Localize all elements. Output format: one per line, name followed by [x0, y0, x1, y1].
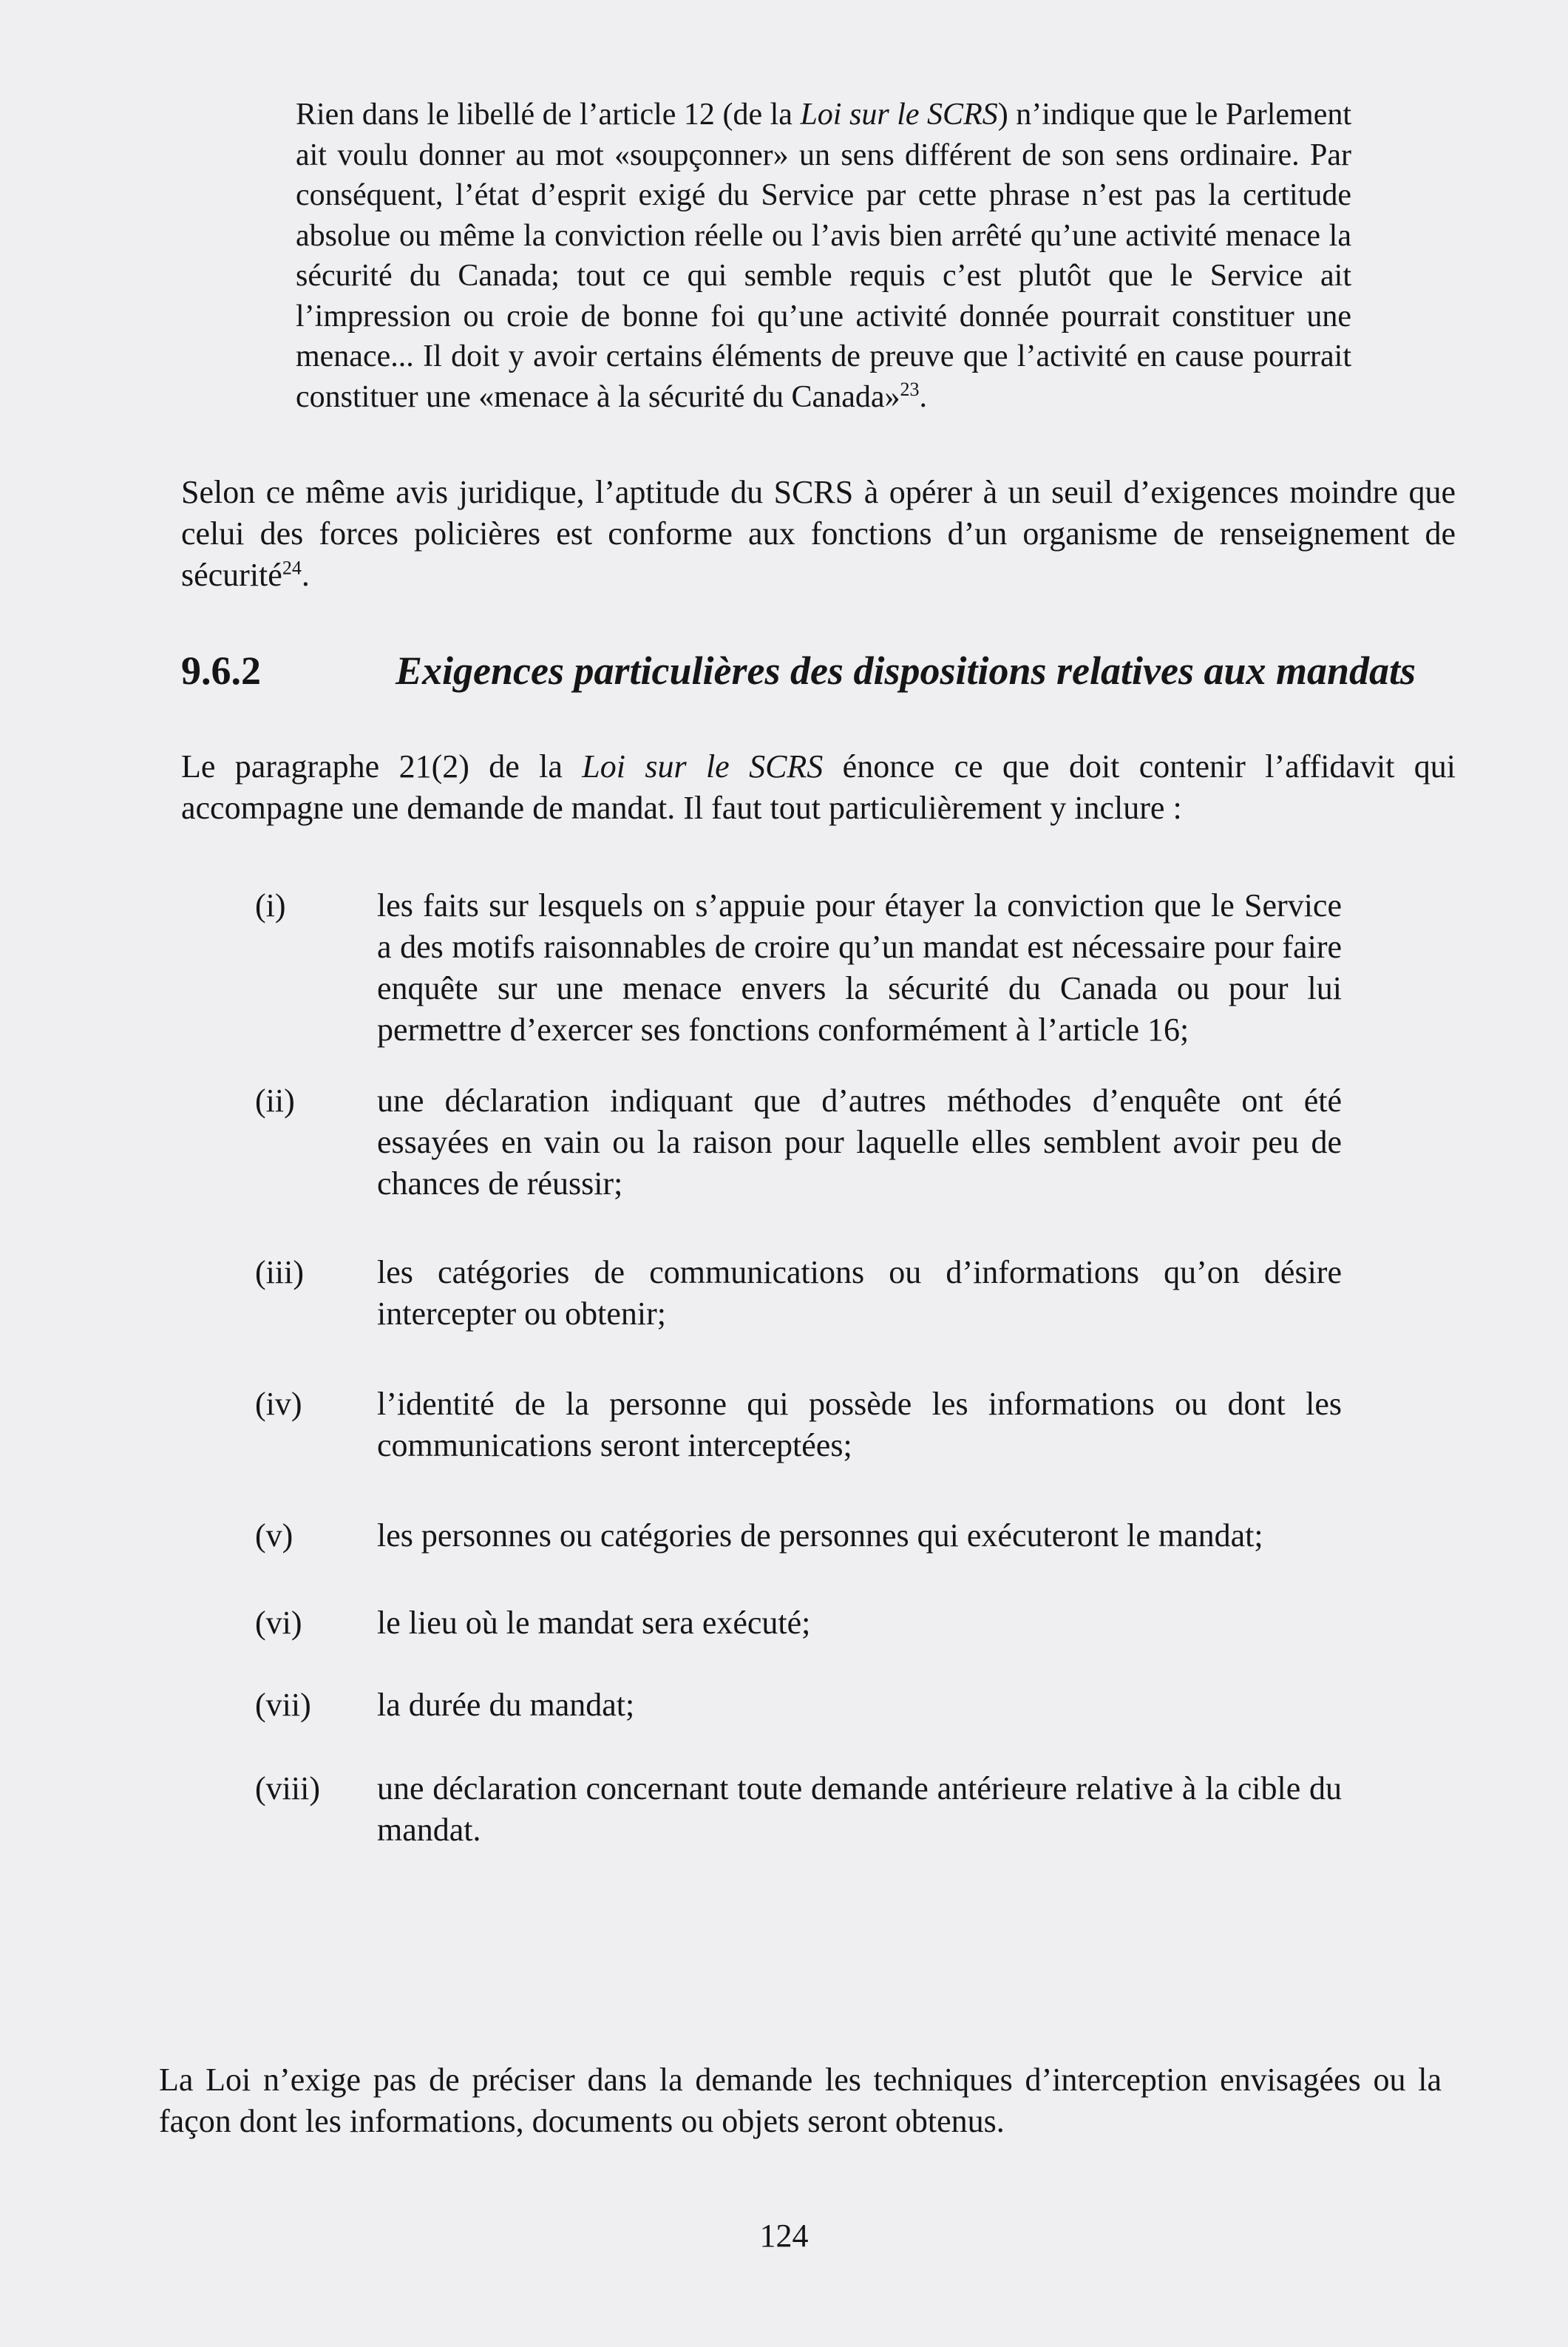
list-item: [255, 1515, 1342, 1557]
list-item-text: la durée du mandat;: [377, 1687, 635, 1723]
list-marker: (viii): [255, 1770, 320, 1806]
list-item-text: les personnes ou catégories de personnes qui exécuteront le mandat;: [377, 1517, 1263, 1554]
section-number: 9.6.2: [181, 648, 261, 693]
paragraph-interception-text: La Loi n’exige pas de préciser dans la demande les techniques d’interception envisagées ou la façon dont les informations, documents ou objets seront obtenus.: [159, 2062, 1442, 2139]
paragraph-legal-opinion-text: Selon ce même avis juridique, l’aptitude du SCRS à opérer à un seuil d’exigences moindre que celui des forces policières est conforme aux fonctions d’un organisme de renseignement de sécurité: [181, 474, 1456, 593]
paragraph-affidavit-law-title: Loi sur le SCRS: [582, 748, 824, 785]
list-marker: (iii): [255, 1254, 304, 1290]
list-item: [255, 885, 1342, 1051]
section-title: Exigences particulières des dispositions relatives aux mandats: [396, 648, 1416, 693]
quote-end: .: [919, 379, 927, 414]
list-item-text: une déclaration indiquant que d’autres méthodes d’enquête ont été essayées en vain ou la raison pour laquelle elles semblent avoir peu de chances de réussir;: [377, 1083, 1342, 1202]
list-item: [255, 1252, 1342, 1335]
list-marker: (ii): [255, 1083, 295, 1119]
list-marker: (i): [255, 887, 286, 924]
paragraph-affidavit-rest: énonce ce que doit contenir l’affidavit qui accompagne une demande de mandat. Il faut tout particulièrement y inclure :: [181, 748, 1456, 826]
list-item: [255, 1768, 1342, 1851]
paragraph-interception: [159, 2059, 1442, 2142]
list-marker: (vii): [255, 1687, 311, 1723]
list-item: [255, 1384, 1342, 1466]
paragraph-legal-opinion-end: .: [301, 557, 310, 593]
page-number: 124: [759, 2218, 809, 2254]
block-quote: [296, 95, 1351, 417]
list-item-text: les catégories de communications ou d’informations qu’on désire intercepter ou obtenir;: [377, 1254, 1342, 1332]
requirements-list: [255, 885, 1342, 1851]
list-item: [255, 1684, 1342, 1726]
footnote-ref-23: 23: [900, 378, 920, 400]
list-marker: (iv): [255, 1386, 302, 1422]
quote-law-title: Loi sur le SCRS: [800, 98, 998, 132]
paragraph-affidavit: [181, 746, 1456, 829]
list-marker: (vi): [255, 1605, 302, 1641]
quote-text-start: Rien dans le libellé de l’article 12 (de la: [296, 98, 801, 132]
list-item-text: les faits sur lesquels on s’appuie pour étayer la conviction que le Service a des motifs raisonnables de croire qu’un mandat est nécessaire pour faire enquête sur une menace envers la sécurité du Canada ou pour lui permettre d’exercer ses fonctions conformément à l’article 16;: [377, 887, 1342, 1048]
footnote-ref-24: 24: [282, 557, 302, 579]
paragraph-legal-opinion: [181, 472, 1456, 596]
list-item-text: l’identité de la personne qui possède les informations ou dont les communications seront interceptées;: [377, 1386, 1342, 1463]
list-item-text: le lieu où le mandat sera exécuté;: [377, 1605, 811, 1641]
paragraph-affidavit-start: Le paragraphe 21(2) de la: [181, 748, 583, 785]
list-item: [255, 1602, 1342, 1644]
list-item-text: une déclaration concernant toute demande antérieure relative à la cible du mandat.: [377, 1770, 1342, 1848]
list-marker: (v): [255, 1517, 293, 1554]
quote-text-rest: ) n’indique que le Parlement ait voulu donner au mot «soupçonner» un sens différent de son sens ordinaire. Par conséquent, l’état d’esprit exigé du Service par cette phrase n’est pas la certitude absolue ou même la conviction réelle ou l’avis bien arrêté qu’une activité menace la sécurité du Canada; tout ce qui semble requis c’est plutôt que le Service ait l’impression ou croie de bonne foi qu’une activité donnée pourrait constituer une menace... Il doit y avoir certains éléments de preuve que l’activité en cause pourrait constituer une «menace à la sécurité du Canada»: [296, 98, 1352, 414]
section-heading: [181, 648, 1456, 694]
list-item: [255, 1080, 1342, 1205]
